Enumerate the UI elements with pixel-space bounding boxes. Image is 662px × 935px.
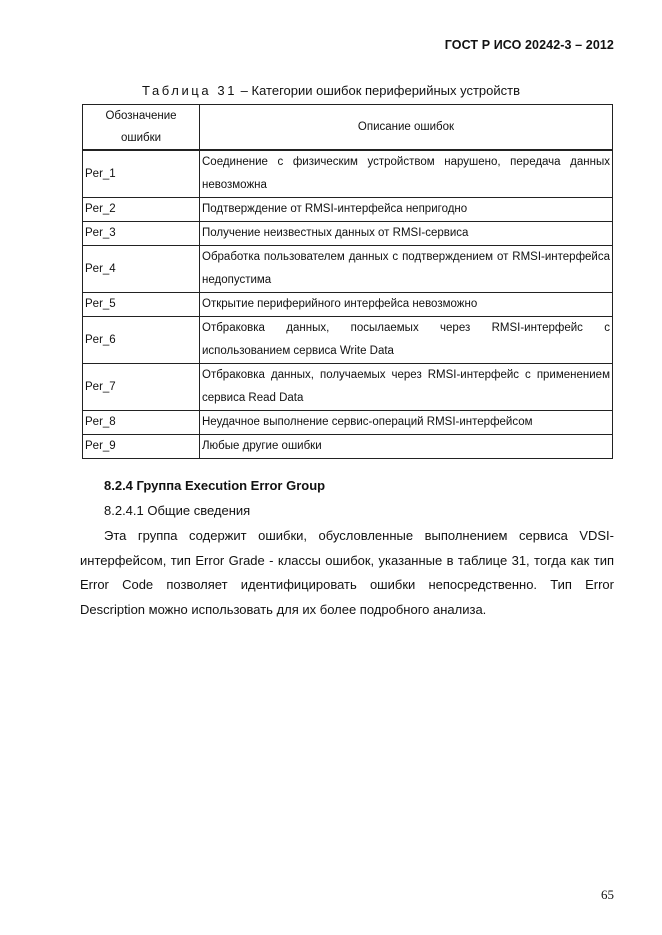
error-description-cell: Соединение с физическим устройством нарушено, передача данных невозможна <box>200 150 613 198</box>
table-caption-prefix: Таблица 31 <box>142 83 238 98</box>
table-row <box>83 317 613 364</box>
error-description-cell: Получение неизвестных данных от RMSI-сервиса <box>200 222 613 246</box>
error-code-cell: Per_4 <box>83 246 200 293</box>
table-caption <box>0 83 662 98</box>
error-code-cell: Per_8 <box>83 411 200 435</box>
column-header-description: Описание ошибок <box>200 105 613 151</box>
error-description-cell: Подтверждение от RMSI-интерфейса непригодно <box>200 198 613 222</box>
table-row <box>83 246 613 293</box>
section-title: 8.2.4 Группа Execution Error Group <box>104 478 326 493</box>
table-row <box>83 411 613 435</box>
error-code-cell: Per_5 <box>83 293 200 317</box>
error-description-cell: Обработка пользователем данных с подтверждением от RMSI-интерфейса недопустима <box>200 246 613 293</box>
error-code-cell: Per_1 <box>83 150 200 198</box>
error-code-cell: Per_6 <box>83 317 200 364</box>
table-row <box>83 293 613 317</box>
error-description-cell: Отбраковка данных, получаемых через RMSI-интерфейс с применением сервиса Read Data <box>200 364 613 411</box>
error-description-cell: Отбраковка данных, посылаемых через RMSI-интерфейс с использованием сервиса Write Data <box>200 317 613 364</box>
table-row <box>83 364 613 411</box>
subsection-title: 8.2.4.1 Общие сведения <box>104 503 251 518</box>
table-caption-text: – Категории ошибок периферийных устройств <box>237 83 520 98</box>
table-row <box>83 435 613 459</box>
error-code-cell: Per_3 <box>83 222 200 246</box>
error-categories-table <box>82 104 613 459</box>
table-row <box>83 222 613 246</box>
error-description-cell: Неудачное выполнение сервис-операций RMSI-интерфейсом <box>200 411 613 435</box>
error-description-cell: Открытие периферийного интерфейса невозможно <box>200 293 613 317</box>
error-code-cell: Per_7 <box>83 364 200 411</box>
page-number: 65 <box>601 887 614 902</box>
table-row <box>83 150 613 198</box>
error-code-cell: Per_9 <box>83 435 200 459</box>
error-code-cell: Per_2 <box>83 198 200 222</box>
table-header-row <box>83 105 613 151</box>
document-standard-header: ГОСТ Р ИСО 20242-3 – 2012 <box>444 38 614 52</box>
table-row <box>83 198 613 222</box>
section-paragraph: Эта группа содержит ошибки, обусловленные выполнением сервиса VDSI-интерфейсом, тип Error Grade - классы ошибок, указанные в таблице 31, тогда как тип Error Code позволяет идентифицировать ошибки непосредственно. Тип Error Description можно использовать для их более подробного анализа. <box>80 528 614 617</box>
error-description-cell: Любые другие ошибки <box>200 435 613 459</box>
column-header-code: Обозначение ошибки <box>83 105 200 151</box>
